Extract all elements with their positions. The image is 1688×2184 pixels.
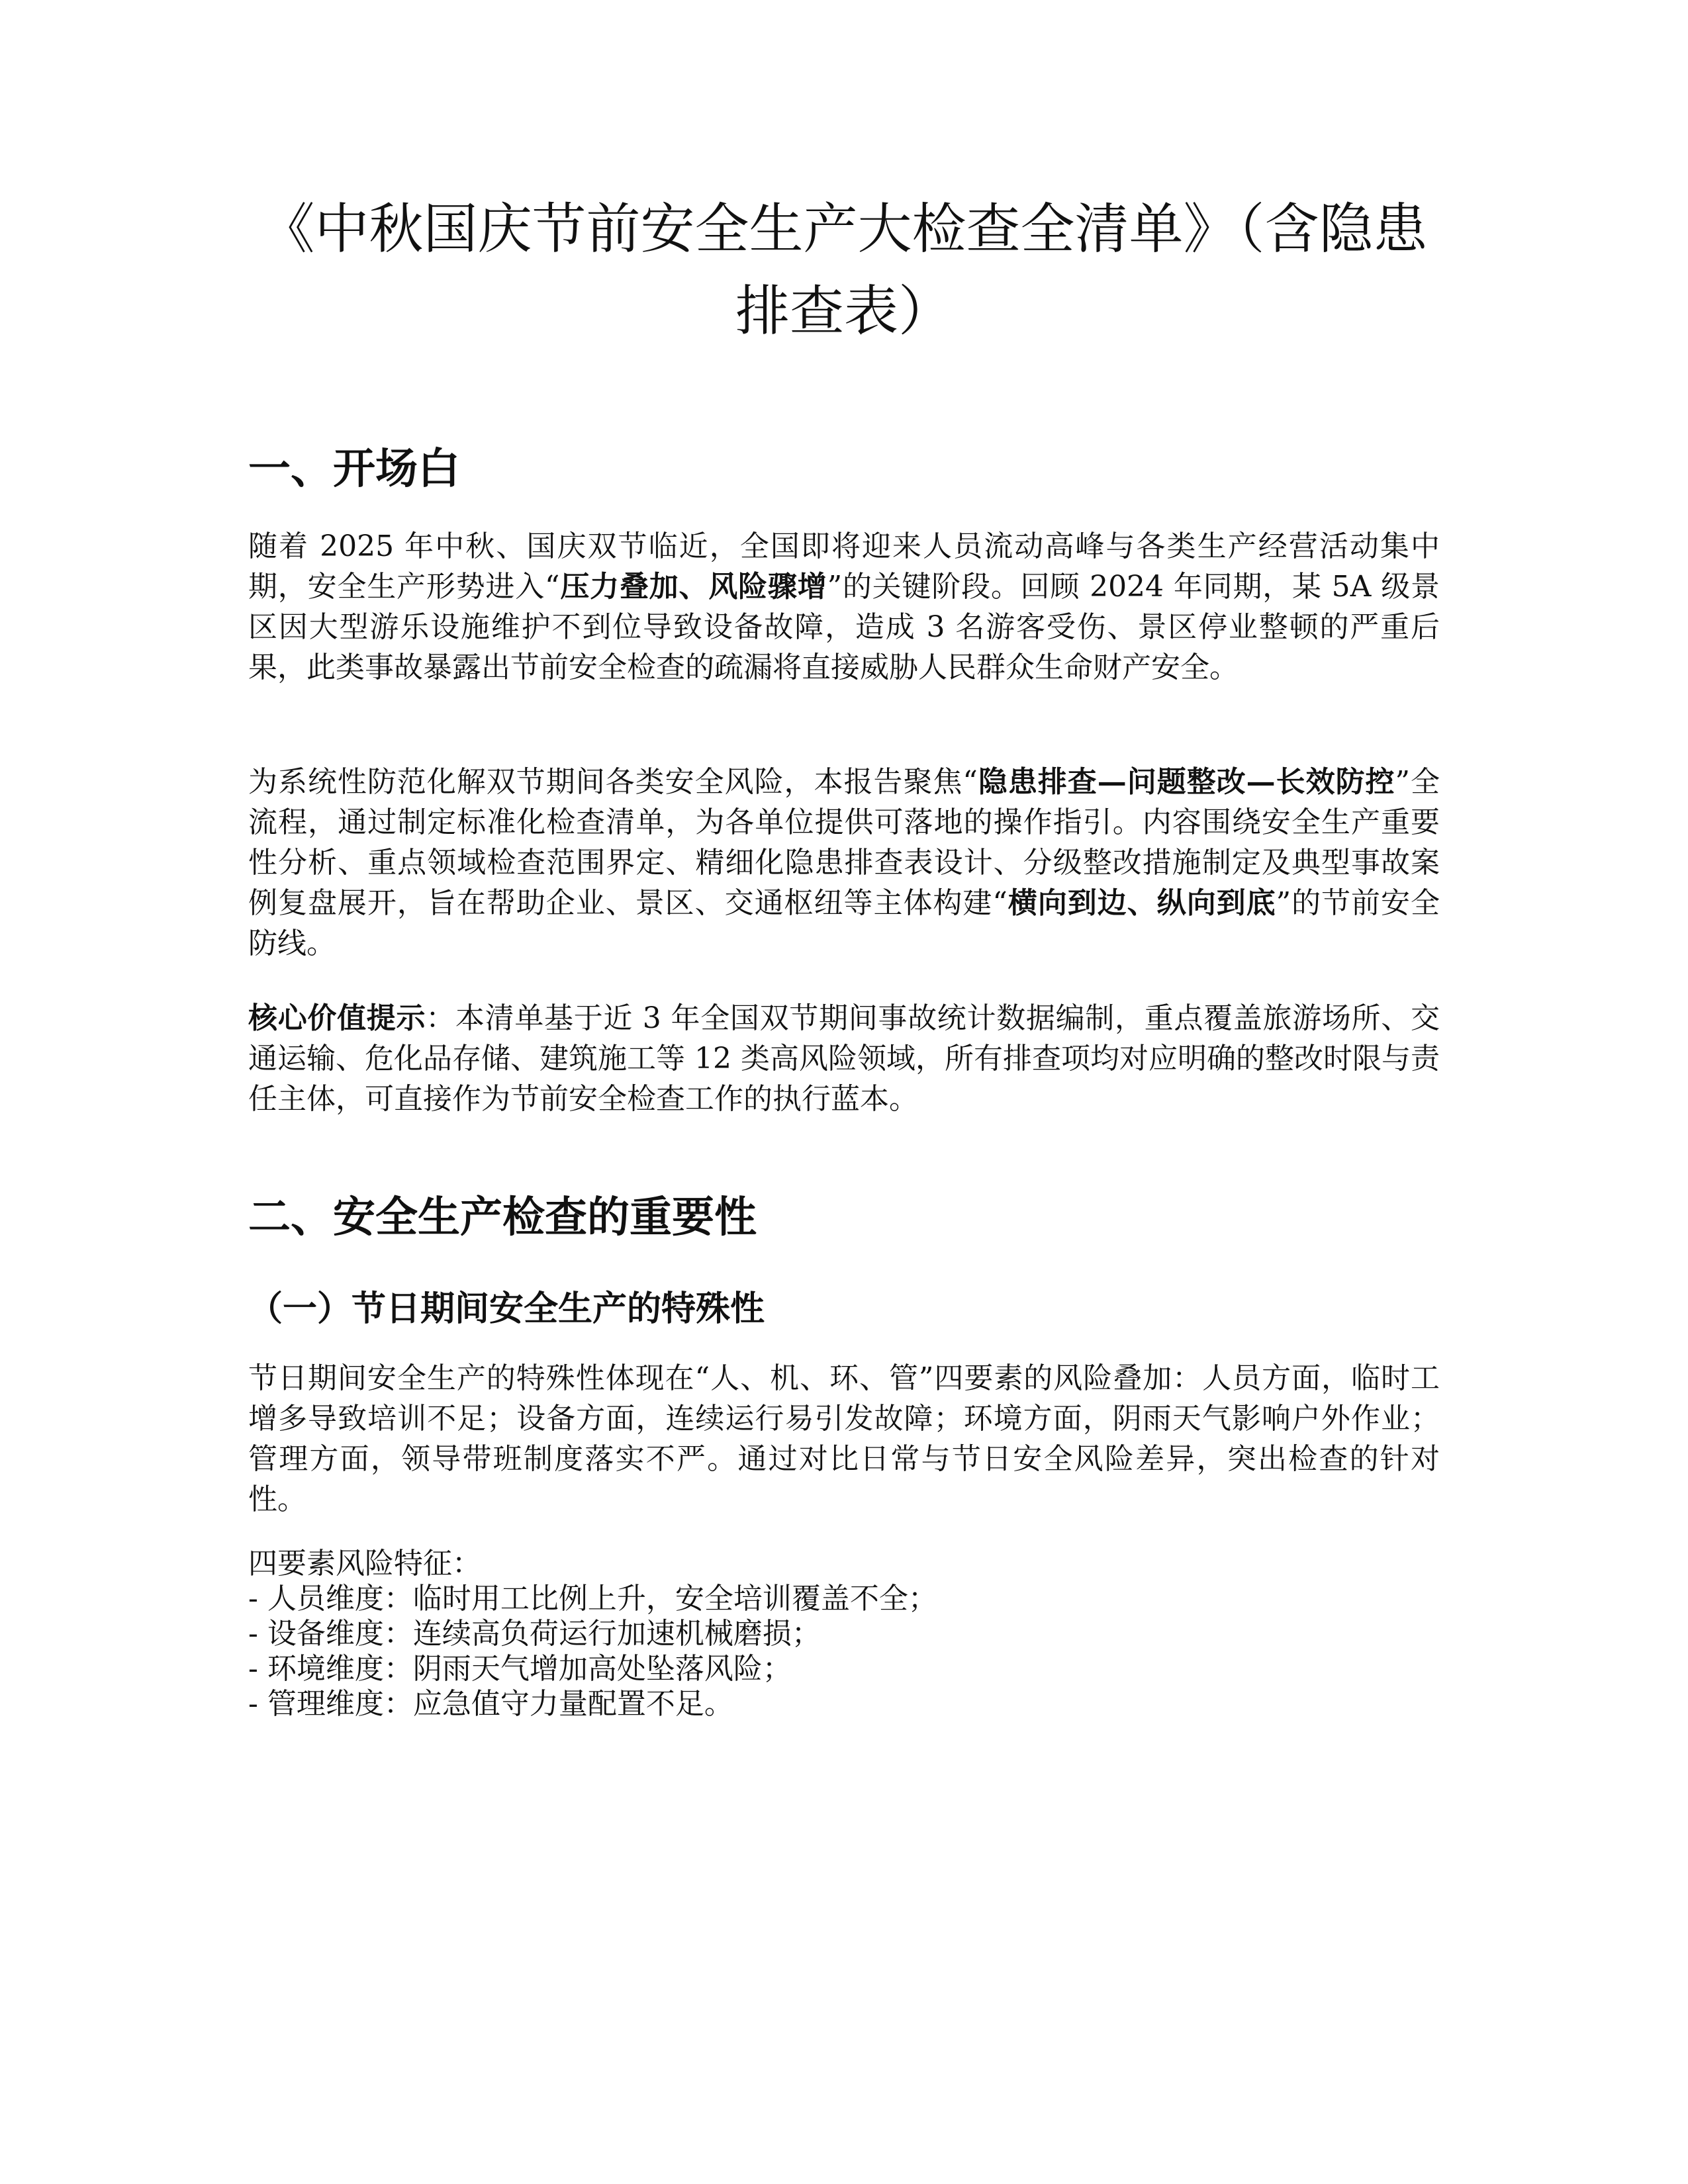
paragraph-purpose-emphasis-2: 横向到边、纵向到底 (1007, 886, 1276, 920)
paragraph-particularity: 节日期间安全生产的特殊性体现在“人、机、环、管”四要素的风险叠加：人员方面，临时工增多导致培训不足；设备方面，连续运行易引发故障；环境方面，阴雨天气影响户外作业；管理方面，领导带班制度落实不严。通过对比日常与节日安全风险差异，突出检查的针对性。 (248, 1361, 1440, 1516)
paragraph-intro-emphasis: 压力叠加、风险骤增 (559, 570, 827, 604)
list-item-environment: - 环境维度：阴雨天气增加高处坠落风险； (248, 1652, 792, 1686)
paragraph-purpose-text-1: 为系统性防范化解双节期间各类安全风险，本报告聚焦“ (248, 765, 978, 799)
paragraph-intro-text-2: ”的关键阶段。回顾 2024 年同期，某 5A 级景区因大型游乐设施维护不到位导致设备故障，造成 3 名游客受伤、景区停业整顿的严重后果，此类事故暴露出节前安全检查的疏漏将直接威胁人民群众生命财产安全。 (248, 570, 1440, 684)
section-heading-importance: 二、安全生产检查的重要性 (248, 1193, 757, 1242)
paragraph-purpose-emphasis-1: 隐患排查—问题整改—长效防控 (977, 765, 1395, 799)
risk-factor-list-heading: 四要素风险特征： (248, 1547, 481, 1580)
paragraph-core-value (248, 998, 1440, 1119)
section-heading-opening: 一、开场白 (248, 445, 460, 494)
risk-factor-list (248, 1546, 1440, 1721)
core-value-label: 核心价值提示 (248, 1001, 426, 1035)
paragraph-intro (248, 526, 1440, 688)
list-item-personnel: - 人员维度：临时用工比例上升，安全培训覆盖不全； (248, 1582, 937, 1615)
paragraph-purpose-text-2: ”全流程，通过制定标准化检查清单，为各单位提供可落地的操作指引。内容围绕安全生产重要性分析、重点领域检查范围界定、精细化隐患排查表设计、分级整改措施制定及典型事故案例复盘展开，旨在帮助企业、景区、交通枢纽等主体构建“ (248, 765, 1440, 920)
core-value-text: ：本清单基于近 3 年全国双节期间事故统计数据编制，重点覆盖旅游场所、交通运输、危化品存储、建筑施工等 12 类高风险领域，所有排查项均对应明确的整改时限与责任主体，可直接作为节前安全检查工作的执行蓝本。 (248, 1001, 1440, 1116)
list-item-equipment: - 设备维度：连续高负荷运行加速机械磨损； (248, 1617, 821, 1651)
document-title: 《中秋国庆节前安全生产大检查全清单》（含隐患排查表） (260, 198, 1428, 343)
paragraph-purpose (248, 762, 1440, 964)
paragraph-purpose-text-3: ”的节前安全防线。 (248, 886, 1440, 960)
list-item-management: - 管理维度：应急值守力量配置不足。 (248, 1687, 733, 1721)
paragraph-intro-text-1: 随着 2025 年中秋、国庆双节临近，全国即将迎来人员流动高峰与各类生产经营活动集中期，安全生产形势进入“ (248, 529, 1440, 604)
subsection-heading-particularity: （一）节日期间安全生产的特殊性 (248, 1289, 765, 1329)
